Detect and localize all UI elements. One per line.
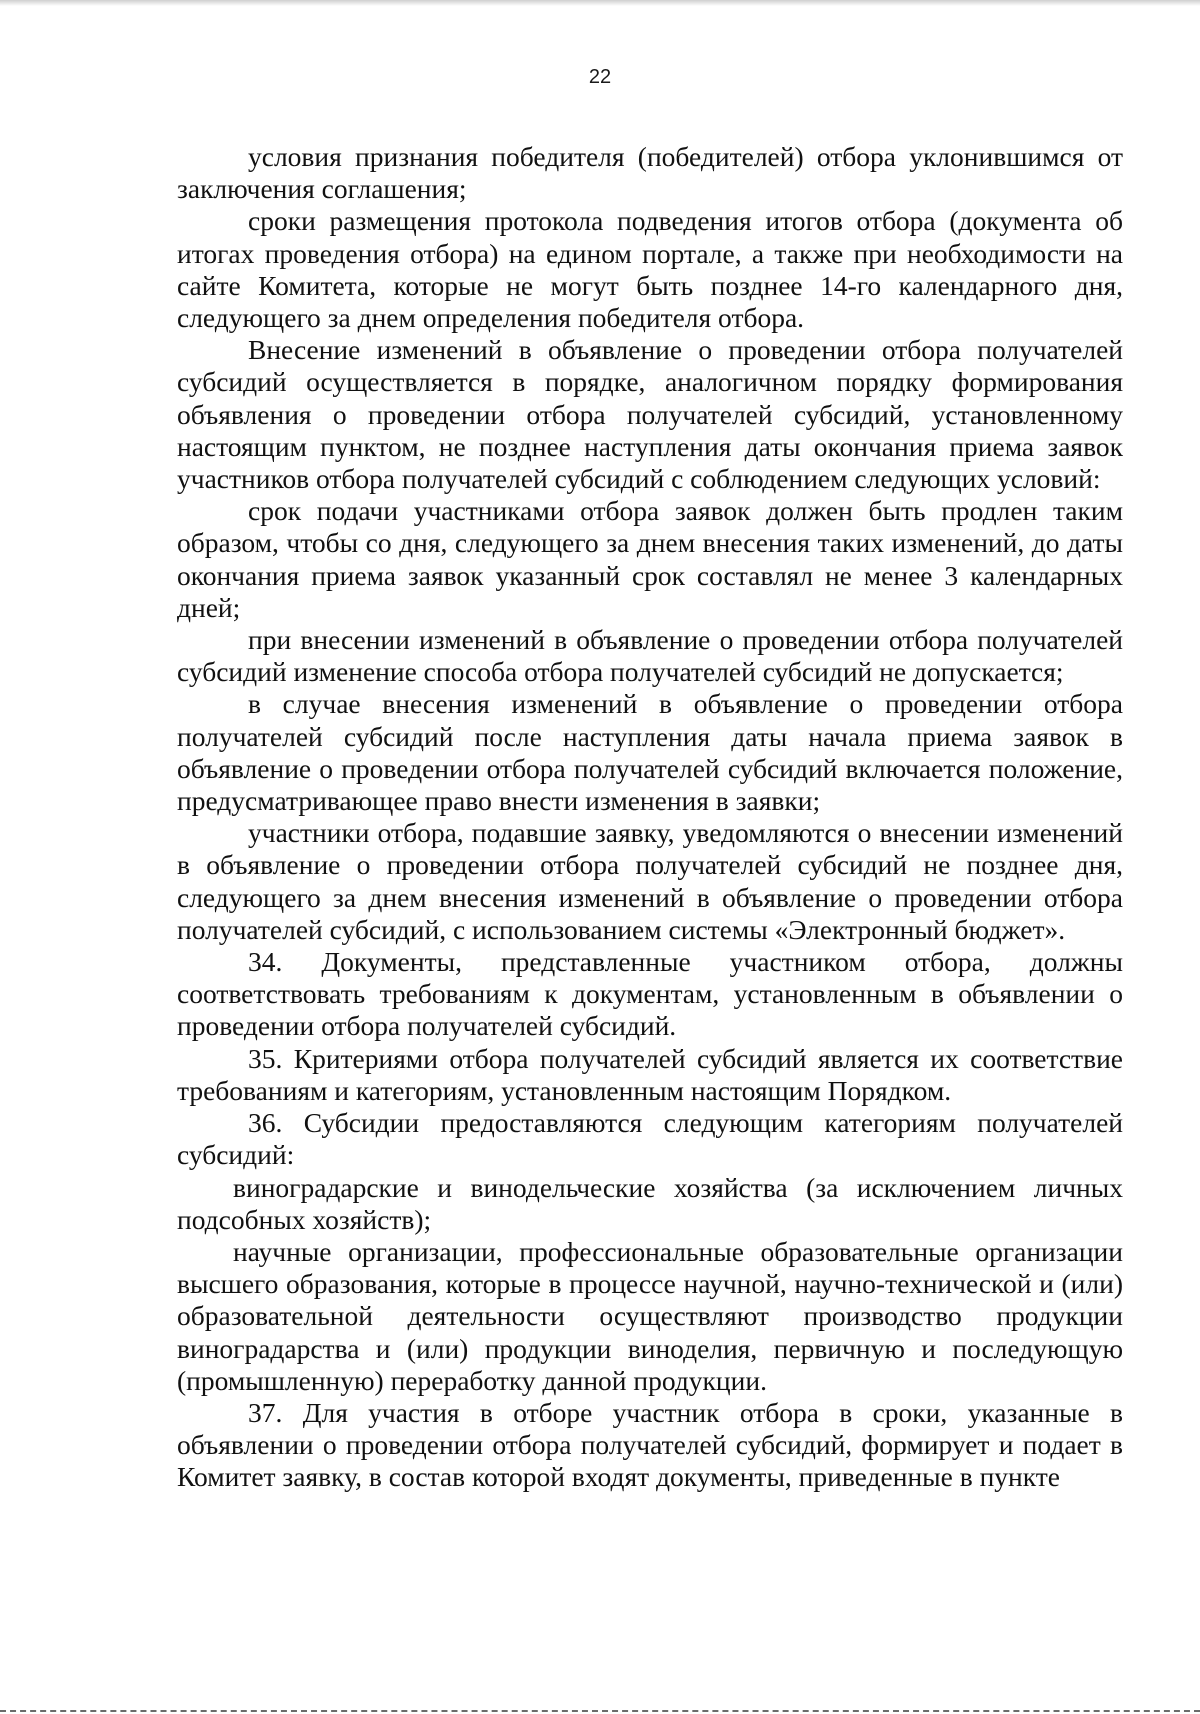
page-number: 22	[588, 66, 612, 88]
paragraph: условия признания победителя (победителей) отбора уклонившимся от заключения соглашения;	[177, 141, 1123, 205]
scan-top-edge	[0, 0, 1200, 6]
scan-bottom-edge	[0, 1710, 1200, 1712]
paragraph: сроки размещения протокола подведения итогов отбора (документа об итогах проведения отбора) на едином портале, а также при необходимости на сайте Комитета, которые не могут быть позднее 14-го календарного дня, следующего за днем определения победителя отбора.	[177, 205, 1123, 334]
paragraph-item-35: 35. Критериями отбора получателей субсидий является их соответствие требованиям и категориям, установленным настоящим Порядком.	[177, 1042, 1123, 1106]
paragraph-item-34: 34. Документы, представленные участником отбора, должны соответствовать требованиям к документам, установленным в объявлении о проведении отбора получателей субсидий.	[177, 946, 1123, 1042]
paragraph: срок подачи участниками отбора заявок должен быть продлен таким образом, чтобы со дня, следующего за днем внесения таких изменений, до даты окончания приема заявок указанный срок составлял не менее 3 календарных дней;	[177, 495, 1123, 623]
paragraph: виноградарские и винодельческие хозяйства (за исключением личных подсобных хозяйств);	[177, 1171, 1123, 1235]
document-body	[177, 141, 1123, 1494]
paragraph-item-37: 37. Для участия в отборе участник отбора в сроки, указанные в объявлении о проведении отбора получателей субсидий, формирует и подает в Комитет заявку, в состав которой входят документы, приведенные в пункте	[177, 1396, 1123, 1493]
paragraph: участники отбора, подавшие заявку, уведомляются о внесении изменений в объявление о проведении отбора получателей субсидий не позднее дня, следующего за днем внесения изменений в объявление о проведении отбора получателей субсидий, с использованием системы «Электронный бюджет».	[177, 817, 1123, 945]
paragraph: в случае внесения изменений в объявление о проведении отбора получателей субсидий после наступления даты начала приема заявок в объявление о проведении отбора получателей субсидий включается положение, предусматривающее право внести изменения в заявки;	[177, 688, 1123, 817]
paragraph: Внесение изменений в объявление о проведении отбора получателей субсидий осуществляется в порядке, аналогичном порядку формирования объявления о проведении отбора получателей субсидий, установленному настоящим пунктом, не позднее наступления даты окончания приема заявок участников отбора получателей субсидий с соблюдением следующих условий:	[177, 334, 1123, 495]
paragraph-item-36: 36. Субсидии предоставляются следующим категориям получателей субсидий:	[177, 1107, 1123, 1171]
paragraph: при внесении изменений в объявление о проведении отбора получателей субсидий изменение способа отбора получателей субсидий не допускается;	[177, 624, 1123, 688]
paragraph: научные организации, профессиональные образовательные организации высшего образования, которые в процессе научной, научно-технической и (или) образовательной деятельности осуществляют производство продукции виноградарства и (или) продукции виноделия, первичную и последующую (промышленную) переработку данной продукции.	[177, 1235, 1123, 1396]
